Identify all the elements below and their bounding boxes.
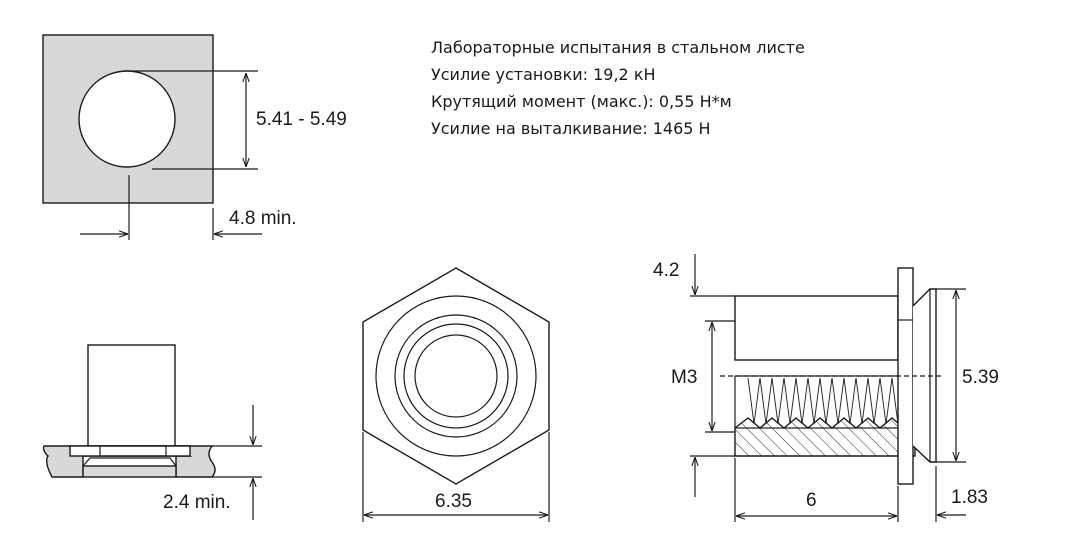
thread-flank-line bbox=[790, 378, 796, 424]
spec-line-torque: Крутящий момент (макс.): 0,55 Н*м bbox=[431, 92, 732, 111]
thread-flank-line bbox=[832, 378, 838, 424]
head-dim-label: 4.2 bbox=[653, 260, 680, 281]
mounting-hole-view bbox=[43, 35, 347, 240]
section-view bbox=[653, 254, 999, 522]
displaced-material bbox=[83, 466, 176, 477]
across-flats-label: 6.35 bbox=[435, 491, 472, 512]
spec-block bbox=[431, 38, 805, 138]
spec-line-test: Лабораторные испытания в стальном листе bbox=[431, 38, 805, 57]
thread-flank-line bbox=[874, 378, 880, 424]
edge-distance-label: 4.8 min. bbox=[229, 208, 297, 229]
thread-flank-line bbox=[868, 378, 874, 424]
spec-line-install-force: Усилие установки: 19,2 кН bbox=[431, 65, 656, 84]
hole-diameter-label: 5.41 - 5.49 bbox=[256, 109, 347, 130]
sheet-thickness-label: 2.4 min. bbox=[163, 492, 231, 513]
length-label: 6 bbox=[806, 490, 817, 511]
thread-flank-line bbox=[826, 378, 832, 424]
thread-flank-line bbox=[814, 378, 820, 424]
thread-lines bbox=[748, 378, 916, 424]
thread-flank-line bbox=[760, 378, 766, 424]
installed-view bbox=[44, 345, 263, 520]
thread-flank-line bbox=[778, 378, 784, 424]
thread-flank-line bbox=[892, 378, 898, 424]
spec-line-pushout: Усилие на выталкивание: 1465 Н bbox=[431, 119, 711, 138]
nut-flange bbox=[70, 446, 190, 456]
thread-flank-line bbox=[796, 378, 802, 424]
thread-flank-line bbox=[802, 378, 808, 424]
thread-flank-line bbox=[754, 378, 760, 424]
thread-flank-line bbox=[850, 378, 856, 424]
thread-label: M3 bbox=[671, 367, 698, 388]
head-thickness-label: 1.83 bbox=[951, 487, 988, 508]
thread-flank-line bbox=[766, 378, 772, 424]
thread-flank-line bbox=[772, 378, 778, 424]
thread-flank-line bbox=[856, 378, 862, 424]
thread-flank-line bbox=[886, 378, 892, 424]
thread-flank-line bbox=[880, 378, 886, 424]
thread-flank-line bbox=[784, 378, 790, 424]
thread-region bbox=[735, 376, 915, 428]
thread-flank-line bbox=[748, 378, 754, 424]
nut-body bbox=[88, 345, 175, 446]
hex-top-view bbox=[363, 268, 549, 522]
thread-flank-line bbox=[820, 378, 826, 424]
nut-body-upper bbox=[735, 296, 898, 360]
hex-outline bbox=[363, 268, 549, 484]
thread-flank-line bbox=[838, 378, 844, 424]
thread-flank-line bbox=[808, 378, 814, 424]
mounting-hole bbox=[79, 71, 175, 167]
height-label: 5.39 bbox=[962, 367, 999, 388]
thread-flank-line bbox=[844, 378, 850, 424]
thread-flank-line bbox=[862, 378, 868, 424]
nut-undercut bbox=[83, 458, 176, 466]
